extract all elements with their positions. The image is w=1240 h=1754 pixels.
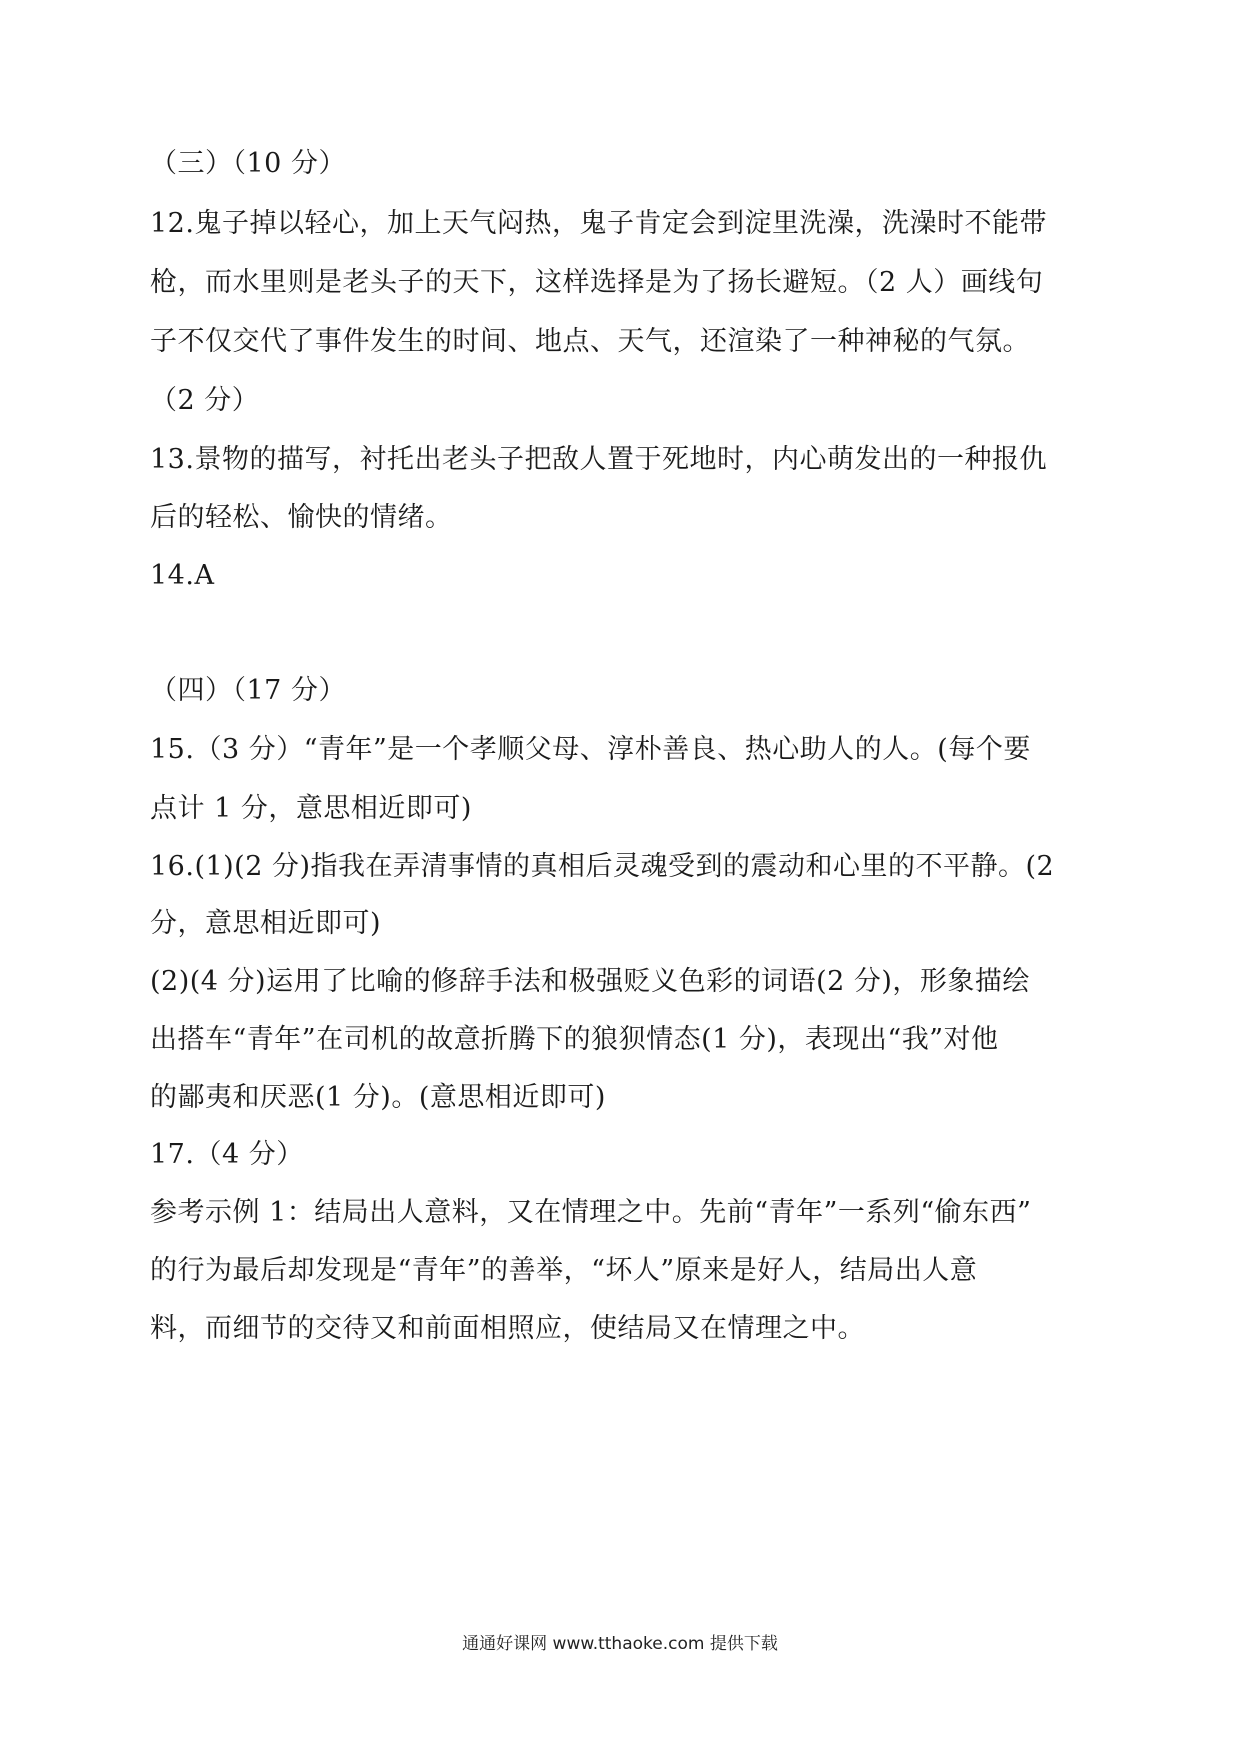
answer-17-line-1: 参考示例 1：结局出人意料，又在情理之中。先前“青年”一系列“偷东西”	[150, 1197, 1032, 1228]
answer-13-line-2: 后的轻松、愉快的情绪。	[150, 502, 453, 533]
answer-16-2-line-2: 出搭车“青年”在司机的故意折腾下的狼狈情态(1 分)，表现出“我”对他	[150, 1024, 999, 1055]
answer-16-2-line-1: (2)(4 分)运用了比喻的修辞手法和极强贬义色彩的词语(2 分)，形象描绘	[150, 966, 1030, 997]
answer-16-2-line-3: 的鄙夷和厌恶(1 分)。(意思相近即可)	[150, 1082, 606, 1113]
answer-17-line-3: 料，而细节的交待又和前面相照应，使结局又在情理之中。	[150, 1313, 865, 1344]
answer-14: 14.A	[150, 560, 215, 591]
answer-15-line-1: 15.（3 分）“青年”是一个孝顺父母、淳朴善良、热心助人的人。(每个要	[150, 734, 1031, 765]
answer-12-line-3: 子不仅交代了事件发生的时间、地点、天气，还渲染了一种神秘的气氛。	[150, 326, 1030, 357]
page-footer: 通通好课网 www.tthaoke.com 提供下载	[462, 1634, 778, 1654]
answer-17-heading: 17.（4 分）	[150, 1139, 304, 1170]
answer-16-line-2: 分，意思相近即可)	[150, 908, 382, 939]
answer-12-score: （2 分）	[150, 385, 260, 416]
answer-16-line-1: 16.(1)(2 分)指我在弄清事情的真相后灵魂受到的震动和心里的不平静。(2	[150, 851, 1055, 882]
section-three-heading: （三）（10 分）	[150, 148, 346, 179]
section-four-heading: （四）（17 分）	[150, 675, 346, 706]
answer-15-line-2: 点计 1 分，意思相近即可)	[150, 793, 472, 824]
answer-12-line-1: 12.鬼子掉以轻心，加上天气闷热，鬼子肯定会到淀里洗澡，洗澡时不能带	[150, 208, 1047, 239]
answer-17-line-2: 的行为最后却发现是“青年”的善举，“坏人”原来是好人，结局出人意	[150, 1255, 978, 1286]
answer-12-line-2: 枪，而水里则是老头子的天下，这样选择是为了扬长避短。（2 人）画线句	[150, 267, 1044, 298]
answer-13-line-1: 13.景物的描写，衬托出老头子把敌人置于死地时，内心萌发出的一种报仇	[150, 444, 1047, 475]
